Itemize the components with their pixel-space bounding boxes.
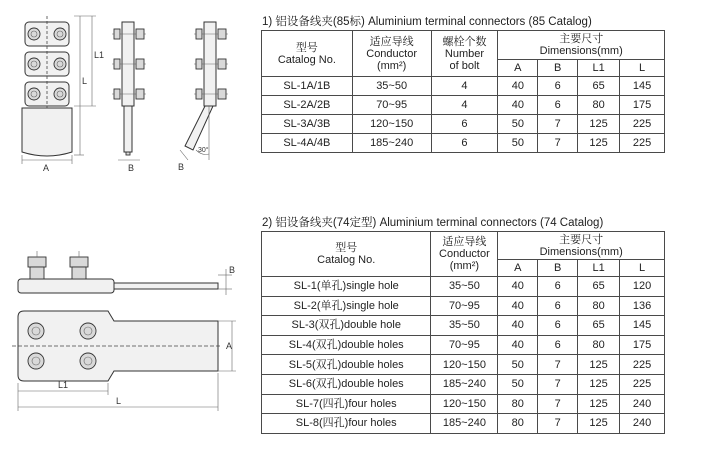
- header-l1: L1: [578, 60, 620, 77]
- cell-bolts: 6: [431, 134, 498, 153]
- dim-l1-label: L1: [94, 50, 105, 60]
- cell-model: SL-3A/3B: [262, 115, 353, 134]
- cell-b: 6: [538, 316, 578, 336]
- table-header-row: [262, 232, 665, 260]
- header-l: L: [620, 60, 665, 77]
- cell-a: 50: [498, 134, 538, 153]
- cell-conductor: 70~95: [431, 335, 498, 355]
- catalog74-table: [261, 231, 665, 434]
- cell-l1: 125: [578, 414, 620, 434]
- table-row: [262, 77, 665, 96]
- header-bolts: 螺栓个数 Number of bolt: [431, 31, 498, 77]
- cell-b: 6: [538, 77, 578, 96]
- cell-model: SL-5(双孔)double holes: [262, 355, 431, 375]
- dim-b-74-label: B: [229, 265, 236, 275]
- cell-conductor: 120~150: [352, 115, 431, 134]
- cell-l: 240: [620, 414, 665, 434]
- cell-l: 145: [620, 316, 665, 336]
- cell-bolts: 4: [431, 96, 498, 115]
- dim-a-label: A: [43, 163, 50, 173]
- cell-a: 80: [498, 394, 538, 414]
- table-row: [262, 316, 665, 336]
- cell-a: 50: [498, 115, 538, 134]
- header-conductor: 适应导线 Conductor (mm²): [352, 31, 431, 77]
- cell-l: 225: [620, 115, 665, 134]
- cell-b: 7: [538, 394, 578, 414]
- connector-85-drawing: [0, 0, 255, 175]
- bent-side-view: [180, 22, 228, 160]
- cell-l1: 65: [578, 316, 620, 336]
- cell-b: 7: [538, 115, 578, 134]
- top-view: [12, 311, 236, 411]
- dim-l-74-label: L: [116, 396, 122, 406]
- cell-a: 80: [498, 414, 538, 434]
- cell-conductor: 120~150: [431, 394, 498, 414]
- catalog85-table: [261, 30, 665, 153]
- front-view: [22, 16, 96, 164]
- header-model: 型号 Catalog No.: [262, 31, 353, 77]
- table-row: [262, 355, 665, 375]
- cell-l1: 80: [578, 296, 620, 316]
- dim-b-label: B: [128, 163, 135, 173]
- table-header-row: [262, 31, 665, 60]
- cell-model: SL-1A/1B: [262, 77, 353, 96]
- cell-l: 120: [620, 277, 665, 297]
- cell-a: 40: [498, 277, 538, 297]
- dim-a-74-label: A: [226, 341, 233, 351]
- table-row: [262, 134, 665, 153]
- cell-b: 6: [538, 296, 578, 316]
- header-model: 型号 Catalog No.: [262, 232, 431, 277]
- cell-l: 225: [620, 134, 665, 153]
- cell-conductor: 70~95: [352, 96, 431, 115]
- cell-l: 145: [620, 77, 665, 96]
- cell-conductor: 185~240: [431, 414, 498, 434]
- dim-b-bent-label: B: [178, 162, 185, 172]
- cell-b: 6: [538, 335, 578, 355]
- table-row: [262, 115, 665, 134]
- cell-l1: 125: [578, 134, 620, 153]
- table-row: [262, 394, 665, 414]
- cell-a: 40: [498, 96, 538, 115]
- cell-l1: 125: [578, 115, 620, 134]
- header-l1: L1: [578, 260, 620, 277]
- cell-model: SL-2(单孔)single hole: [262, 296, 431, 316]
- catalog85-caption: 1) 铝设备线夹(85标) Aluminium terminal connectors (85 Catalog): [262, 16, 592, 28]
- cell-l1: 80: [578, 96, 620, 115]
- side-profile-view: [18, 251, 232, 295]
- cell-conductor: 35~50: [352, 77, 431, 96]
- dim-l1-74-label: L1: [58, 380, 69, 390]
- cell-a: 40: [498, 335, 538, 355]
- cell-conductor: 120~150: [431, 355, 498, 375]
- header-a: A: [498, 260, 538, 277]
- dim-l-label: L: [82, 76, 88, 86]
- cell-l1: 80: [578, 335, 620, 355]
- cell-a: 40: [498, 296, 538, 316]
- table-row: [262, 296, 665, 316]
- cell-conductor: 35~50: [431, 277, 498, 297]
- table-row: [262, 414, 665, 434]
- cell-l: 175: [620, 335, 665, 355]
- cell-conductor: 35~50: [431, 316, 498, 336]
- cell-model: SL-1(单孔)single hole: [262, 277, 431, 297]
- header-l: L: [620, 260, 665, 277]
- cell-b: 7: [538, 134, 578, 153]
- cell-b: 6: [538, 96, 578, 115]
- cell-a: 50: [498, 374, 538, 394]
- header-b: B: [538, 260, 578, 277]
- cell-l: 225: [620, 374, 665, 394]
- cell-a: 40: [498, 316, 538, 336]
- connector-74-drawing: [0, 245, 255, 445]
- header-conductor: 适应导线 Conductor (mm²): [431, 232, 498, 277]
- table-row: [262, 277, 665, 297]
- cell-model: SL-4A/4B: [262, 134, 353, 153]
- catalog74-caption: 2) 铝设备线夹(74定型) Aluminium terminal connectors (74 Catalog): [262, 217, 604, 229]
- cell-l1: 125: [578, 394, 620, 414]
- cell-conductor: 185~240: [431, 374, 498, 394]
- cell-b: 7: [538, 355, 578, 375]
- header-b: B: [538, 60, 578, 77]
- cell-bolts: 6: [431, 115, 498, 134]
- cell-model: SL-4(双孔)double holes: [262, 335, 431, 355]
- cell-model: SL-2A/2B: [262, 96, 353, 115]
- header-dimensions: 主要尺寸 Dimensions(mm): [498, 31, 665, 60]
- cell-l: 240: [620, 394, 665, 414]
- cell-b: 7: [538, 374, 578, 394]
- cell-bolts: 4: [431, 77, 498, 96]
- cell-model: SL-7(四孔)four holes: [262, 394, 431, 414]
- cell-model: SL-6(双孔)double holes: [262, 374, 431, 394]
- side-view: [112, 22, 146, 160]
- cell-l: 225: [620, 355, 665, 375]
- header-a: A: [498, 60, 538, 77]
- cell-l: 136: [620, 296, 665, 316]
- cell-b: 6: [538, 277, 578, 297]
- cell-l1: 125: [578, 355, 620, 375]
- cell-l1: 65: [578, 77, 620, 96]
- table-row: [262, 96, 665, 115]
- cell-model: SL-3(双孔)double hole: [262, 316, 431, 336]
- angle-label: 30°: [198, 147, 209, 154]
- cell-conductor: 185~240: [352, 134, 431, 153]
- cell-l1: 65: [578, 277, 620, 297]
- cell-a: 50: [498, 355, 538, 375]
- cell-b: 7: [538, 414, 578, 434]
- header-dimensions: 主要尺寸 Dimensions(mm): [498, 232, 665, 260]
- cell-l: 175: [620, 96, 665, 115]
- table-row: [262, 335, 665, 355]
- cell-model: SL-8(四孔)four holes: [262, 414, 431, 434]
- table-row: [262, 374, 665, 394]
- cell-a: 40: [498, 77, 538, 96]
- cell-l1: 125: [578, 374, 620, 394]
- cell-conductor: 70~95: [431, 296, 498, 316]
